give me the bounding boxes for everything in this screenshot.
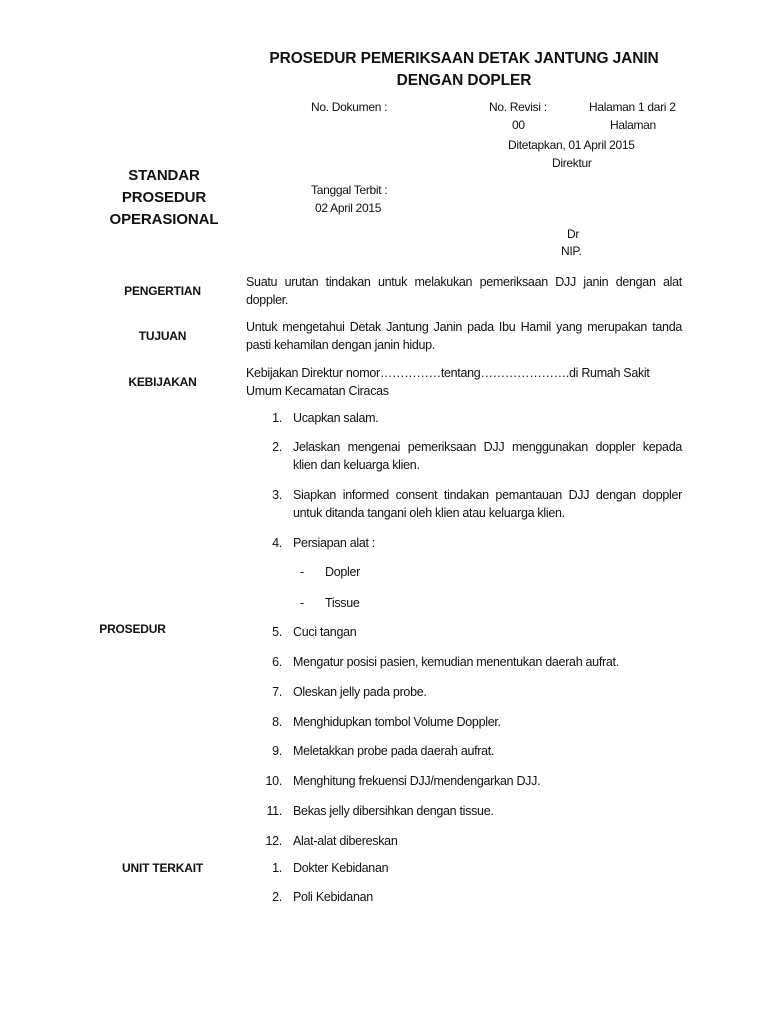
signatory-dr: Dr (567, 227, 580, 241)
list-item-number: 4. (272, 536, 282, 550)
signatory-nip: NIP. (561, 244, 582, 258)
bullet-dash: - (300, 565, 304, 579)
standar-line-3: OPERASIONAL (109, 211, 219, 228)
list-item-number: 1. (272, 861, 282, 875)
direktur-label: Direktur (552, 156, 592, 170)
list-item-number: 7. (272, 685, 282, 699)
halaman-label: Halaman 1 dari 2 (589, 100, 676, 114)
list-item-text: Jelaskan mengenai pemeriksaan DJJ menggunakan doppler kepada klien dan keluarga klien. (293, 440, 682, 472)
list-item-text: Cuci tangan (293, 625, 357, 639)
list-item-number: 1. (272, 411, 282, 425)
tanggal-terbit-value: 02 April 2015 (315, 201, 382, 215)
list-item-number: 6. (272, 655, 282, 669)
list-item-text: Alat-alat dibereskan (293, 834, 398, 848)
kebijakan-text: Kebijakan Direktur nomor……………tentang………………….di Rumah Sakit Umum Kecamatan Ciracas (246, 366, 650, 398)
standar-line-1: STANDAR (128, 167, 200, 184)
list-item-text: Oleskan jelly pada probe. (293, 685, 427, 699)
list-item-text: Ucapkan salam. (293, 411, 379, 425)
list-item-number: 9. (272, 744, 282, 758)
alat-item-text: Tissue (325, 596, 360, 610)
list-item-number: 11. (266, 804, 282, 818)
list-item-number: 2. (272, 440, 282, 454)
prosedur-label: PROSEDUR (99, 622, 166, 636)
pengertian-label: PENGERTIAN (124, 284, 201, 298)
kebijakan-label: KEBIJAKAN (128, 375, 197, 389)
list-item-text: Mengatur posisi pasien, kemudian menentukan daerah aufrat. (293, 655, 619, 669)
list-item-text: Persiapan alat : (293, 536, 376, 550)
title-line-2: DENGAN DOPLER (396, 72, 532, 89)
list-item-text: Menghitung frekuensi DJJ/mendengarkan DJJ. (293, 774, 541, 788)
alat-item-text: Dopler (325, 565, 361, 579)
list-item-text: Siapkan informed consent tindakan pemantauan DJJ dengan doppler untuk ditanda tangani oleh klien atau keluarga klien. (293, 488, 682, 520)
ditetapkan-date: Ditetapkan, 01 April 2015 (508, 138, 635, 152)
list-item-number: 10. (265, 774, 282, 788)
no-dokumen-label: No. Dokumen : (311, 100, 388, 114)
list-item-number: 2. (272, 890, 282, 904)
pengertian-text: Suatu urutan tindakan untuk melakukan pemeriksaan DJJ janin dengan alat doppler. (246, 275, 682, 307)
no-revisi-label: No. Revisi : (489, 100, 547, 114)
list-item-number: 12. (265, 834, 282, 848)
list-item-text: Meletakkan probe pada daerah aufrat. (293, 744, 495, 758)
list-item-number: 3. (272, 488, 282, 502)
bullet-dash: - (300, 596, 304, 610)
tujuan-text: Untuk mengetahui Detak Jantung Janin pada Ibu Hamil yang merupakan tanda pasti kehamilan dengan janin hidup. (246, 320, 682, 352)
tujuan-label: TUJUAN (138, 329, 187, 343)
unit-terkait-label: UNIT TERKAIT (122, 861, 203, 875)
no-revisi-value: 00 (512, 118, 525, 132)
document-title (240, 48, 688, 92)
standar-prosedur-operasional (96, 165, 232, 231)
standar-line-2: PROSEDUR (121, 189, 207, 206)
list-item-text: Dokter Kebidanan (293, 861, 389, 875)
list-item-text: Bekas jelly dibersihkan dengan tissue. (293, 804, 494, 818)
list-item-text: Menghidupkan tombol Volume Doppler. (293, 715, 501, 729)
list-item-text: Poli Kebidanan (293, 890, 373, 904)
tanggal-terbit-label: Tanggal Terbit : (311, 183, 388, 197)
list-item-number: 8. (272, 715, 282, 729)
list-item-number: 5. (272, 625, 282, 639)
title-line-1: PROSEDUR PEMERIKSAAN DETAK JANTUNG JANIN (269, 50, 659, 67)
halaman-word: Halaman (610, 118, 656, 132)
